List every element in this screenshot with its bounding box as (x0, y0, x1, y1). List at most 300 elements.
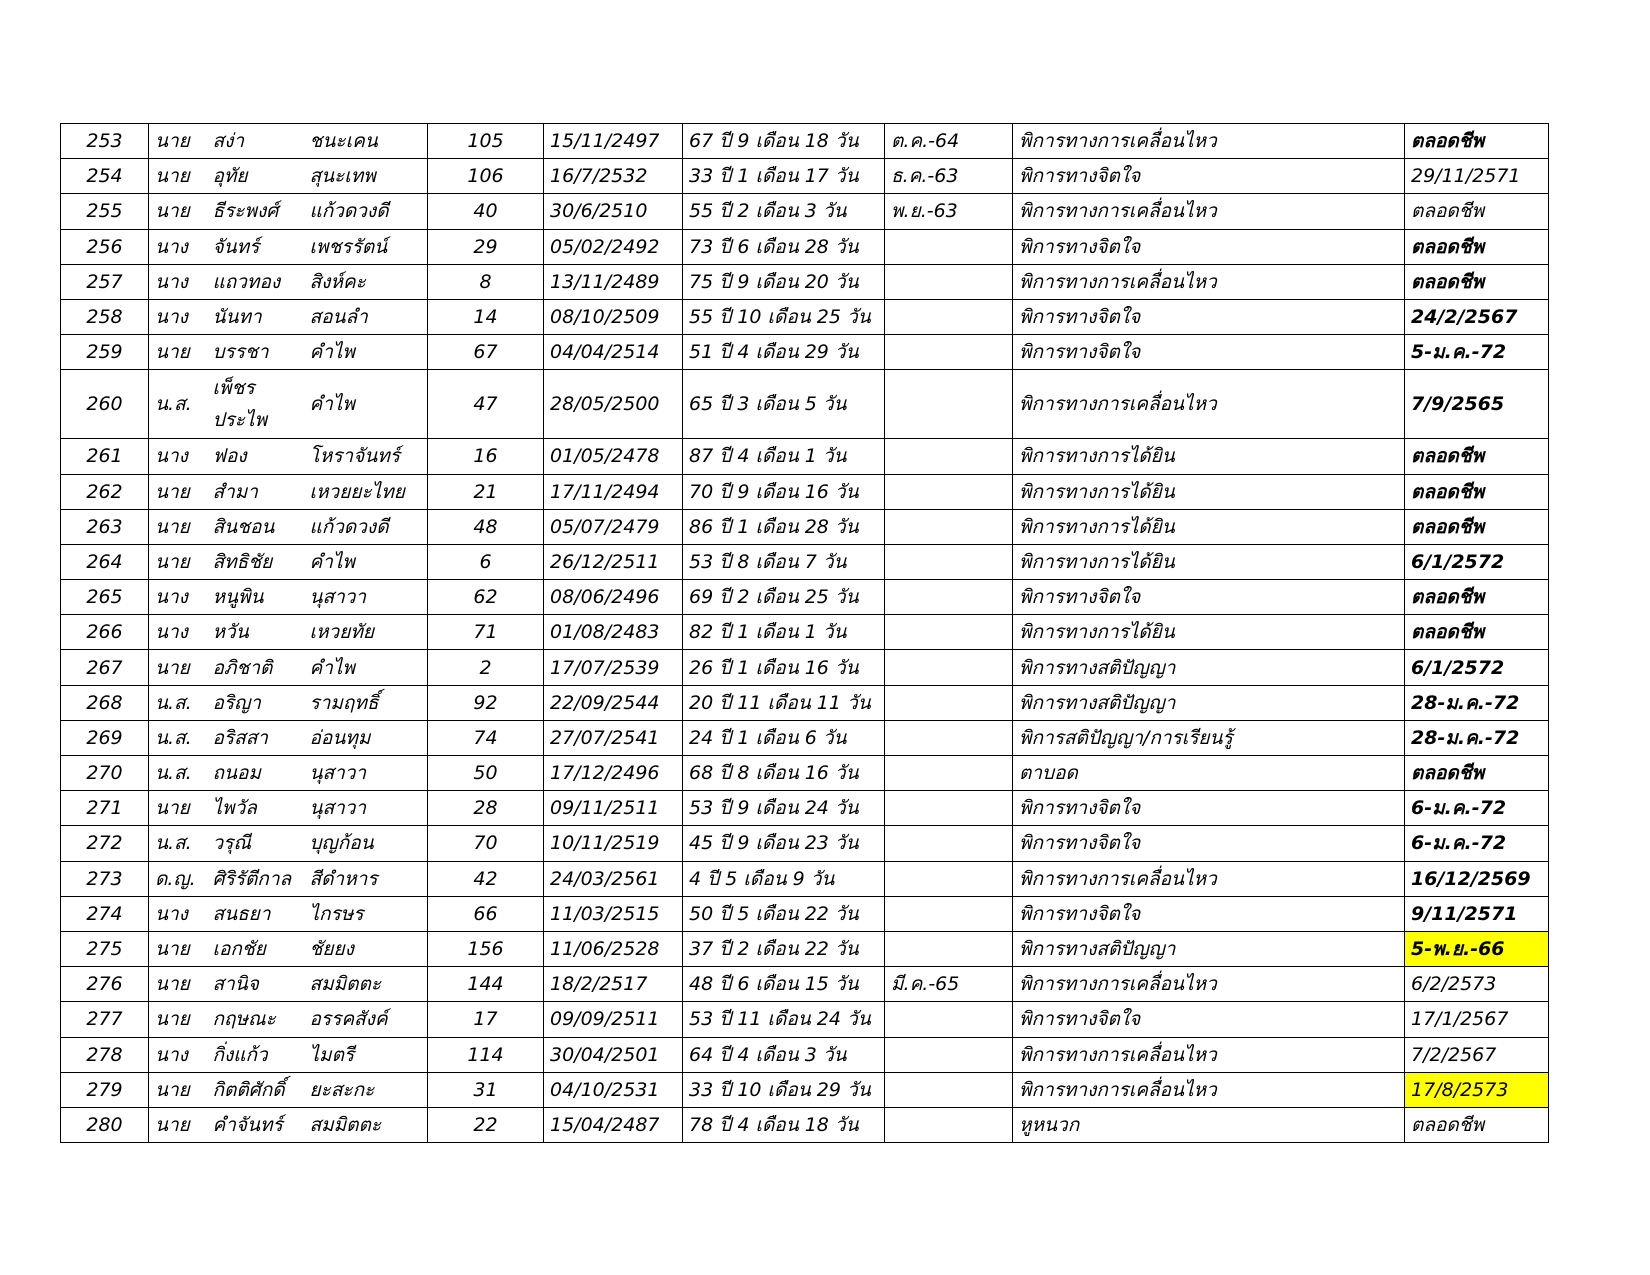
table-row (61, 720, 1549, 755)
disability-type-cell: พิการทางการได้ยิน (1013, 439, 1405, 474)
birth-date-cell: 30/04/2501 (544, 1037, 683, 1072)
card-expiry-cell: ตลอดชีพ (1405, 756, 1549, 791)
name-title-cell: นาง (149, 264, 207, 299)
last-name-cell: เหวยยะไทย (304, 474, 428, 509)
row-number-cell: 257 (61, 264, 149, 299)
disability-type-cell: พิการทางสติปัญญา (1013, 650, 1405, 685)
age-cell: 73 ปี 6 เดือน 28 วัน (683, 229, 885, 264)
registration-month-cell (885, 685, 1013, 720)
registration-month-cell (885, 615, 1013, 650)
table-row (61, 861, 1549, 896)
first-name-cell: สนธยา (207, 896, 304, 931)
card-expiry-cell: ตลอดชีพ (1405, 1107, 1549, 1142)
house-number-cell: 40 (428, 194, 544, 229)
card-expiry-cell: 7/9/2565 (1405, 370, 1549, 439)
row-number-cell: 269 (61, 720, 149, 755)
house-number-cell: 71 (428, 615, 544, 650)
first-name-cell: เพ็ชร ประไพ (207, 370, 304, 439)
disability-type-cell: พิการทางการเคลื่อนไหว (1013, 194, 1405, 229)
card-expiry-cell: 17/8/2573 (1405, 1072, 1549, 1107)
last-name-cell: โหราจันทร์ (304, 439, 428, 474)
card-expiry-cell: 6/1/2572 (1405, 544, 1549, 579)
card-expiry-cell: 6/2/2573 (1405, 967, 1549, 1002)
age-cell: 24 ปี 1 เดือน 6 วัน (683, 720, 885, 755)
disability-type-cell: พิการทางการได้ยิน (1013, 544, 1405, 579)
registration-month-cell (885, 580, 1013, 615)
registration-month-cell (885, 650, 1013, 685)
last-name-cell: รามฤทธิ์ (304, 685, 428, 720)
card-expiry-cell: 28-ม.ค.-72 (1405, 720, 1549, 755)
disability-type-cell: พิการทางการเคลื่อนไหว (1013, 264, 1405, 299)
disability-type-cell: พิการทางการได้ยิน (1013, 509, 1405, 544)
name-title-cell: นาย (149, 1002, 207, 1037)
row-number-cell: 270 (61, 756, 149, 791)
birth-date-cell: 09/09/2511 (544, 1002, 683, 1037)
registration-month-cell: ต.ค.-64 (885, 124, 1013, 159)
disability-type-cell: พิการทางสติปัญญา (1013, 931, 1405, 966)
age-cell: 75 ปี 9 เดือน 20 วัน (683, 264, 885, 299)
first-name-cell: อุทัย (207, 159, 304, 194)
registration-month-cell (885, 474, 1013, 509)
last-name-cell: ชัยยง (304, 931, 428, 966)
last-name-cell: สุนะเทพ (304, 159, 428, 194)
first-name-cell: จันทร์ (207, 229, 304, 264)
name-title-cell: น.ส. (149, 720, 207, 755)
row-number-cell: 267 (61, 650, 149, 685)
card-expiry-cell: 5-ม.ค.-72 (1405, 335, 1549, 370)
table-row (61, 264, 1549, 299)
name-title-cell: นาย (149, 1107, 207, 1142)
age-cell: 20 ปี 11 เดือน 11 วัน (683, 685, 885, 720)
first-name-cell: ธีระพงศ์ (207, 194, 304, 229)
house-number-cell: 47 (428, 370, 544, 439)
registration-month-cell (885, 791, 1013, 826)
card-expiry-cell: ตลอดชีพ (1405, 264, 1549, 299)
house-number-cell: 66 (428, 896, 544, 931)
last-name-cell: เพชรรัตน์ (304, 229, 428, 264)
birth-date-cell: 24/03/2561 (544, 861, 683, 896)
house-number-cell: 2 (428, 650, 544, 685)
age-cell: 69 ปี 2 เดือน 25 วัน (683, 580, 885, 615)
birth-date-cell: 28/05/2500 (544, 370, 683, 439)
name-title-cell: นาย (149, 1072, 207, 1107)
house-number-cell: 156 (428, 931, 544, 966)
first-name-cell: เอกชัย (207, 931, 304, 966)
row-number-cell: 273 (61, 861, 149, 896)
birth-date-cell: 22/09/2544 (544, 685, 683, 720)
name-title-cell: นาย (149, 931, 207, 966)
table-row (61, 826, 1549, 861)
first-name-cell: นันทา (207, 299, 304, 334)
last-name-cell: สิงห์คะ (304, 264, 428, 299)
last-name-cell: คำไพ (304, 370, 428, 439)
row-number-cell: 278 (61, 1037, 149, 1072)
card-expiry-cell: ตลอดชีพ (1405, 124, 1549, 159)
disability-type-cell: พิการทางการเคลื่อนไหว (1013, 861, 1405, 896)
birth-date-cell: 08/06/2496 (544, 580, 683, 615)
name-title-cell: นาง (149, 439, 207, 474)
disability-type-cell: พิการทางการเคลื่อนไหว (1013, 1072, 1405, 1107)
age-cell: 51 ปี 4 เดือน 29 วัน (683, 335, 885, 370)
table-row (61, 509, 1549, 544)
house-number-cell: 6 (428, 544, 544, 579)
card-expiry-cell: 7/2/2567 (1405, 1037, 1549, 1072)
first-name-cell: หนูพิน (207, 580, 304, 615)
birth-date-cell: 09/11/2511 (544, 791, 683, 826)
house-number-cell: 42 (428, 861, 544, 896)
house-number-cell: 50 (428, 756, 544, 791)
card-expiry-cell: ตลอดชีพ (1405, 474, 1549, 509)
disability-type-cell: พิการทางจิตใจ (1013, 791, 1405, 826)
name-title-cell: นาย (149, 650, 207, 685)
row-number-cell: 259 (61, 335, 149, 370)
registration-month-cell (885, 720, 1013, 755)
house-number-cell: 22 (428, 1107, 544, 1142)
row-number-cell: 275 (61, 931, 149, 966)
birth-date-cell: 04/04/2514 (544, 335, 683, 370)
birth-date-cell: 17/11/2494 (544, 474, 683, 509)
age-cell: 86 ปี 1 เดือน 28 วัน (683, 509, 885, 544)
card-expiry-cell: 17/1/2567 (1405, 1002, 1549, 1037)
registration-month-cell (885, 1072, 1013, 1107)
disability-type-cell: พิการทางการเคลื่อนไหว (1013, 370, 1405, 439)
card-expiry-cell: 6-ม.ค.-72 (1405, 791, 1549, 826)
disability-type-cell: พิการทางการเคลื่อนไหว (1013, 1037, 1405, 1072)
name-title-cell: นาง (149, 580, 207, 615)
card-expiry-cell: ตลอดชีพ (1405, 509, 1549, 544)
card-expiry-cell: 24/2/2567 (1405, 299, 1549, 334)
registration-month-cell (885, 264, 1013, 299)
row-number-cell: 254 (61, 159, 149, 194)
table-row (61, 1002, 1549, 1037)
house-number-cell: 62 (428, 580, 544, 615)
birth-date-cell: 01/05/2478 (544, 439, 683, 474)
name-title-cell: นาง (149, 1037, 207, 1072)
disability-registry-table (60, 123, 1549, 1143)
card-expiry-cell: 5-พ.ย.-66 (1405, 931, 1549, 966)
card-expiry-cell: 28-ม.ค.-72 (1405, 685, 1549, 720)
last-name-cell: อ่อนทุม (304, 720, 428, 755)
disability-type-cell: พิการทางการเคลื่อนไหว (1013, 124, 1405, 159)
birth-date-cell: 30/6/2510 (544, 194, 683, 229)
first-name-cell: วรุณี (207, 826, 304, 861)
table-row (61, 544, 1549, 579)
age-cell: 26 ปี 1 เดือน 16 วัน (683, 650, 885, 685)
registration-month-cell (885, 1002, 1013, 1037)
first-name-cell: อภิชาติ (207, 650, 304, 685)
age-cell: 82 ปี 1 เดือน 1 วัน (683, 615, 885, 650)
age-cell: 67 ปี 9 เดือน 18 วัน (683, 124, 885, 159)
age-cell: 78 ปี 4 เดือน 18 วัน (683, 1107, 885, 1142)
card-expiry-cell: 16/12/2569 (1405, 861, 1549, 896)
age-cell: 33 ปี 1 เดือน 17 วัน (683, 159, 885, 194)
registration-month-cell (885, 229, 1013, 264)
table-row (61, 299, 1549, 334)
birth-date-cell: 05/07/2479 (544, 509, 683, 544)
age-cell: 70 ปี 9 เดือน 16 วัน (683, 474, 885, 509)
age-cell: 68 ปี 8 เดือน 16 วัน (683, 756, 885, 791)
last-name-cell: ชนะเคน (304, 124, 428, 159)
last-name-cell: สีดำหาร (304, 861, 428, 896)
birth-date-cell: 17/07/2539 (544, 650, 683, 685)
disability-type-cell: พิการทางจิตใจ (1013, 896, 1405, 931)
birth-date-cell: 13/11/2489 (544, 264, 683, 299)
house-number-cell: 16 (428, 439, 544, 474)
row-number-cell: 272 (61, 826, 149, 861)
house-number-cell: 114 (428, 1037, 544, 1072)
name-title-cell: นาย (149, 124, 207, 159)
first-name-cell: สินชอน (207, 509, 304, 544)
card-expiry-cell: ตลอดชีพ (1405, 229, 1549, 264)
name-title-cell: นาย (149, 159, 207, 194)
age-cell: 55 ปี 10 เดือน 25 วัน (683, 299, 885, 334)
first-name-cell: ถนอม (207, 756, 304, 791)
disability-type-cell: พิการทางจิตใจ (1013, 335, 1405, 370)
house-number-cell: 48 (428, 509, 544, 544)
row-number-cell: 264 (61, 544, 149, 579)
table-row (61, 335, 1549, 370)
house-number-cell: 74 (428, 720, 544, 755)
registration-month-cell (885, 335, 1013, 370)
disability-type-cell: พิการทางจิตใจ (1013, 299, 1405, 334)
age-cell: 65 ปี 3 เดือน 5 วัน (683, 370, 885, 439)
first-name-cell: สานิจ (207, 967, 304, 1002)
disability-type-cell: พิการสติปัญญา/การเรียนรู้ (1013, 720, 1405, 755)
name-title-cell: นาง (149, 615, 207, 650)
row-number-cell: 266 (61, 615, 149, 650)
birth-date-cell: 04/10/2531 (544, 1072, 683, 1107)
birth-date-cell: 17/12/2496 (544, 756, 683, 791)
last-name-cell: คำไพ (304, 650, 428, 685)
registration-month-cell (885, 1107, 1013, 1142)
row-number-cell: 263 (61, 509, 149, 544)
house-number-cell: 29 (428, 229, 544, 264)
table-row (61, 439, 1549, 474)
last-name-cell: นุสาวา (304, 756, 428, 791)
name-title-cell: นาย (149, 967, 207, 1002)
card-expiry-cell: ตลอดชีพ (1405, 439, 1549, 474)
last-name-cell: สอนลำ (304, 299, 428, 334)
age-cell: 64 ปี 4 เดือน 3 วัน (683, 1037, 885, 1072)
first-name-cell: อริญา (207, 685, 304, 720)
disability-type-cell: ตาบอด (1013, 756, 1405, 791)
disability-type-cell: พิการทางจิตใจ (1013, 159, 1405, 194)
row-number-cell: 262 (61, 474, 149, 509)
row-number-cell: 280 (61, 1107, 149, 1142)
house-number-cell: 106 (428, 159, 544, 194)
table-row (61, 229, 1549, 264)
house-number-cell: 21 (428, 474, 544, 509)
row-number-cell: 268 (61, 685, 149, 720)
table-row (61, 1107, 1549, 1142)
table-row (61, 756, 1549, 791)
row-number-cell: 260 (61, 370, 149, 439)
disability-type-cell: พิการทางจิตใจ (1013, 229, 1405, 264)
house-number-cell: 92 (428, 685, 544, 720)
age-cell: 33 ปี 10 เดือน 29 วัน (683, 1072, 885, 1107)
table-row (61, 650, 1549, 685)
age-cell: 87 ปี 4 เดือน 1 วัน (683, 439, 885, 474)
age-cell: 53 ปี 9 เดือน 24 วัน (683, 791, 885, 826)
house-number-cell: 67 (428, 335, 544, 370)
house-number-cell: 14 (428, 299, 544, 334)
table-row (61, 474, 1549, 509)
table-row (61, 370, 1549, 439)
table-row (61, 967, 1549, 1002)
card-expiry-cell: ตลอดชีพ (1405, 580, 1549, 615)
row-number-cell: 265 (61, 580, 149, 615)
registration-month-cell (885, 439, 1013, 474)
disability-type-cell: พิการทางจิตใจ (1013, 826, 1405, 861)
last-name-cell: แก้วดวงดี (304, 194, 428, 229)
last-name-cell: ยะสะกะ (304, 1072, 428, 1107)
disability-type-cell: พิการทางสติปัญญา (1013, 685, 1405, 720)
registration-month-cell (885, 509, 1013, 544)
first-name-cell: แถวทอง (207, 264, 304, 299)
first-name-cell: สำมา (207, 474, 304, 509)
last-name-cell: อรรคสังค์ (304, 1002, 428, 1037)
table-row (61, 1072, 1549, 1107)
card-expiry-cell: 6/1/2572 (1405, 650, 1549, 685)
birth-date-cell: 26/12/2511 (544, 544, 683, 579)
last-name-cell: เหวยทัย (304, 615, 428, 650)
first-name-cell: คำจันทร์ (207, 1107, 304, 1142)
name-title-cell: นาง (149, 229, 207, 264)
card-expiry-cell: 6-ม.ค.-72 (1405, 826, 1549, 861)
name-title-cell: ด.ญ. (149, 861, 207, 896)
last-name-cell: ไมตรี (304, 1037, 428, 1072)
row-number-cell: 255 (61, 194, 149, 229)
name-title-cell: นาย (149, 194, 207, 229)
first-name-cell: บรรชา (207, 335, 304, 370)
registration-month-cell: มี.ค.-65 (885, 967, 1013, 1002)
birth-date-cell: 11/06/2528 (544, 931, 683, 966)
row-number-cell: 274 (61, 896, 149, 931)
last-name-cell: คำไพ (304, 544, 428, 579)
disability-type-cell: พิการทางการได้ยิน (1013, 615, 1405, 650)
birth-date-cell: 11/03/2515 (544, 896, 683, 931)
table-row (61, 791, 1549, 826)
house-number-cell: 28 (428, 791, 544, 826)
row-number-cell: 271 (61, 791, 149, 826)
registration-month-cell (885, 299, 1013, 334)
house-number-cell: 70 (428, 826, 544, 861)
birth-date-cell: 05/02/2492 (544, 229, 683, 264)
disability-type-cell: พิการทางการเคลื่อนไหว (1013, 967, 1405, 1002)
age-cell: 55 ปี 2 เดือน 3 วัน (683, 194, 885, 229)
name-title-cell: นาย (149, 509, 207, 544)
table-row (61, 896, 1549, 931)
name-title-cell: นาย (149, 474, 207, 509)
name-title-cell: นาย (149, 335, 207, 370)
registration-month-cell (885, 544, 1013, 579)
registration-month-cell (885, 826, 1013, 861)
row-number-cell: 253 (61, 124, 149, 159)
age-cell: 53 ปี 8 เดือน 7 วัน (683, 544, 885, 579)
disability-type-cell: พิการทางจิตใจ (1013, 1002, 1405, 1037)
first-name-cell: ฟอง (207, 439, 304, 474)
table-row (61, 159, 1549, 194)
registration-month-cell (885, 931, 1013, 966)
table-row (61, 685, 1549, 720)
table-row (61, 580, 1549, 615)
first-name-cell: สิทธิชัย (207, 544, 304, 579)
row-number-cell: 258 (61, 299, 149, 334)
name-title-cell: นาย (149, 544, 207, 579)
name-title-cell: นาง (149, 299, 207, 334)
first-name-cell: สง่า (207, 124, 304, 159)
birth-date-cell: 01/08/2483 (544, 615, 683, 650)
first-name-cell: ไพวัล (207, 791, 304, 826)
table-row (61, 194, 1549, 229)
table-row (61, 931, 1549, 966)
age-cell: 48 ปี 6 เดือน 15 วัน (683, 967, 885, 1002)
name-title-cell: น.ส. (149, 756, 207, 791)
last-name-cell: คำไพ (304, 335, 428, 370)
table-row (61, 1037, 1549, 1072)
name-title-cell: น.ส. (149, 685, 207, 720)
registration-month-cell (885, 370, 1013, 439)
card-expiry-cell: 9/11/2571 (1405, 896, 1549, 931)
registration-month-cell (885, 896, 1013, 931)
table-row (61, 124, 1549, 159)
card-expiry-cell: 29/11/2571 (1405, 159, 1549, 194)
birth-date-cell: 15/11/2497 (544, 124, 683, 159)
name-title-cell: นาง (149, 896, 207, 931)
last-name-cell: นุสาวา (304, 791, 428, 826)
table-body (61, 124, 1549, 1143)
birth-date-cell: 27/07/2541 (544, 720, 683, 755)
disability-type-cell: พิการทางจิตใจ (1013, 580, 1405, 615)
registration-month-cell (885, 1037, 1013, 1072)
last-name-cell: นุสาวา (304, 580, 428, 615)
last-name-cell: ไกรษร (304, 896, 428, 931)
card-expiry-cell: ตลอดชีพ (1405, 615, 1549, 650)
house-number-cell: 8 (428, 264, 544, 299)
last-name-cell: บุญก้อน (304, 826, 428, 861)
age-cell: 4 ปี 5 เดือน 9 วัน (683, 861, 885, 896)
first-name-cell: กฤษณะ (207, 1002, 304, 1037)
registration-month-cell (885, 756, 1013, 791)
table-row (61, 615, 1549, 650)
disability-type-cell: พิการทางการได้ยิน (1013, 474, 1405, 509)
birth-date-cell: 18/2/2517 (544, 967, 683, 1002)
birth-date-cell: 16/7/2532 (544, 159, 683, 194)
age-cell: 50 ปี 5 เดือน 22 วัน (683, 896, 885, 931)
row-number-cell: 256 (61, 229, 149, 264)
last-name-cell: แก้วดวงดี (304, 509, 428, 544)
first-name-cell: อริสสา (207, 720, 304, 755)
last-name-cell: สมมิตตะ (304, 967, 428, 1002)
age-cell: 45 ปี 9 เดือน 23 วัน (683, 826, 885, 861)
first-name-cell: กิ่งแก้ว (207, 1037, 304, 1072)
first-name-cell: ศิริรัตีกาล (207, 861, 304, 896)
registration-month-cell (885, 861, 1013, 896)
house-number-cell: 31 (428, 1072, 544, 1107)
first-name-cell: กิตติศักดิ์ (207, 1072, 304, 1107)
row-number-cell: 261 (61, 439, 149, 474)
last-name-cell: สมมิตตะ (304, 1107, 428, 1142)
card-expiry-cell: ตลอดชีพ (1405, 194, 1549, 229)
house-number-cell: 17 (428, 1002, 544, 1037)
row-number-cell: 279 (61, 1072, 149, 1107)
row-number-cell: 277 (61, 1002, 149, 1037)
birth-date-cell: 15/04/2487 (544, 1107, 683, 1142)
age-cell: 37 ปี 2 เดือน 22 วัน (683, 931, 885, 966)
name-title-cell: นาย (149, 791, 207, 826)
house-number-cell: 105 (428, 124, 544, 159)
row-number-cell: 276 (61, 967, 149, 1002)
